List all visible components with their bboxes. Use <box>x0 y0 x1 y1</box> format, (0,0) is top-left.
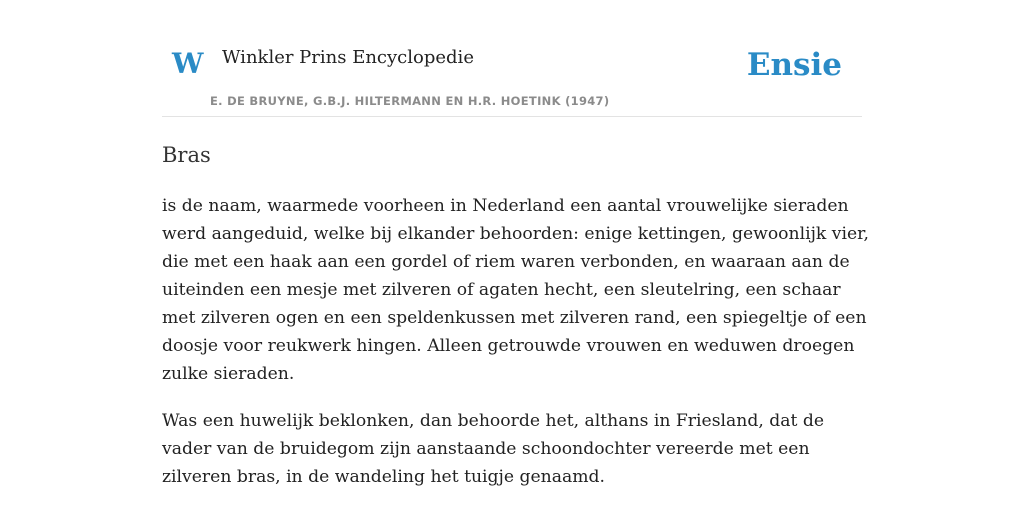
source-authors: E. DE BRUYNE, G.B.J. HILTERMANN EN H.R. HOETINK (1947) <box>210 94 610 108</box>
ensie-logo[interactable]: Ensie <box>746 47 842 83</box>
source-header <box>162 0 862 117</box>
winkler-prins-logo[interactable]: W <box>172 47 204 80</box>
article <box>162 140 872 491</box>
article-paragraph: is de naam, waarmede voorheen in Nederland een aantal vrouwelijke sieraden werd aangeduid, welke bij elkander behoorden: enige kettingen, gewoonlijk vier, die met een haak aan een gordel of riem waren verbonden, en waaraan aan de uiteinden een mesje met zilveren of agaten hecht, een sleutelring, een schaar met zilveren ogen en een speldenkussen met zilveren rand, een spiegeltje of een doosje voor reukwerk hingen. Alleen getrouwde vrouwen en weduwen droegen zulke sieraden. <box>162 196 869 384</box>
article-paragraph: Was een huwelijk beklonken, dan behoorde het, althans in Friesland, dat de vader van de bruidegom zijn aanstaande schoondochter vereerde met een zilveren bras, in de wandeling het tuigje genaamd. <box>162 411 825 487</box>
source-title[interactable]: Winkler Prins Encyclopedie <box>222 47 474 68</box>
article-term: Bras <box>162 143 211 167</box>
